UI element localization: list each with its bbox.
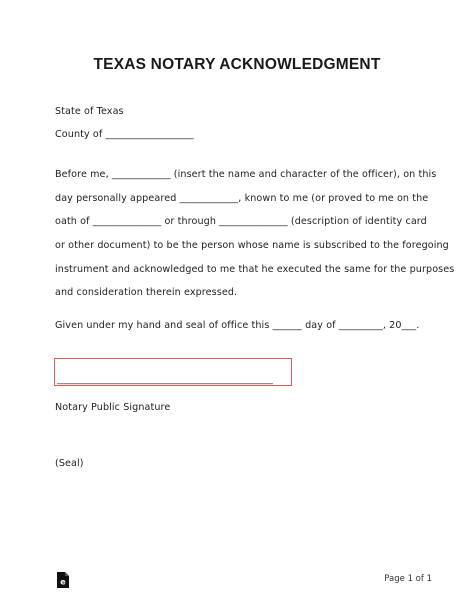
svg-text:e: e xyxy=(60,577,66,587)
body-line: instrument and acknowledged to me that he executed the same for the purposes xyxy=(55,264,455,275)
body-line: Before me, ____________ (insert the name and character of the officer), on this xyxy=(55,169,437,180)
page-indicator: Page 1 of 1 xyxy=(384,574,432,584)
seal-label: (Seal) xyxy=(55,458,84,469)
signature-field-value: _____________________________________________ xyxy=(57,374,273,385)
body-line: and consideration therein expressed. xyxy=(55,287,238,298)
document-title: TEXAS NOTARY ACKNOWLEDGMENT xyxy=(93,56,381,73)
body-line: day personally appeared ____________, known to me (or proved to me on the xyxy=(55,193,429,204)
county-line: County of __________________ xyxy=(55,129,194,140)
body-line: or other document) to be the person whose name is subscribed to the foregoing xyxy=(55,240,449,251)
given-under-line: Given under my hand and seal of office this ______ day of _________, 20___. xyxy=(55,320,420,331)
body-line: oath of ______________ or through ______________ (description of identity card xyxy=(55,216,427,227)
signature-field[interactable] xyxy=(54,358,292,386)
signature-label: Notary Public Signature xyxy=(55,402,171,413)
eforms-logo-icon xyxy=(56,572,70,588)
state-line: State of Texas xyxy=(55,106,124,117)
